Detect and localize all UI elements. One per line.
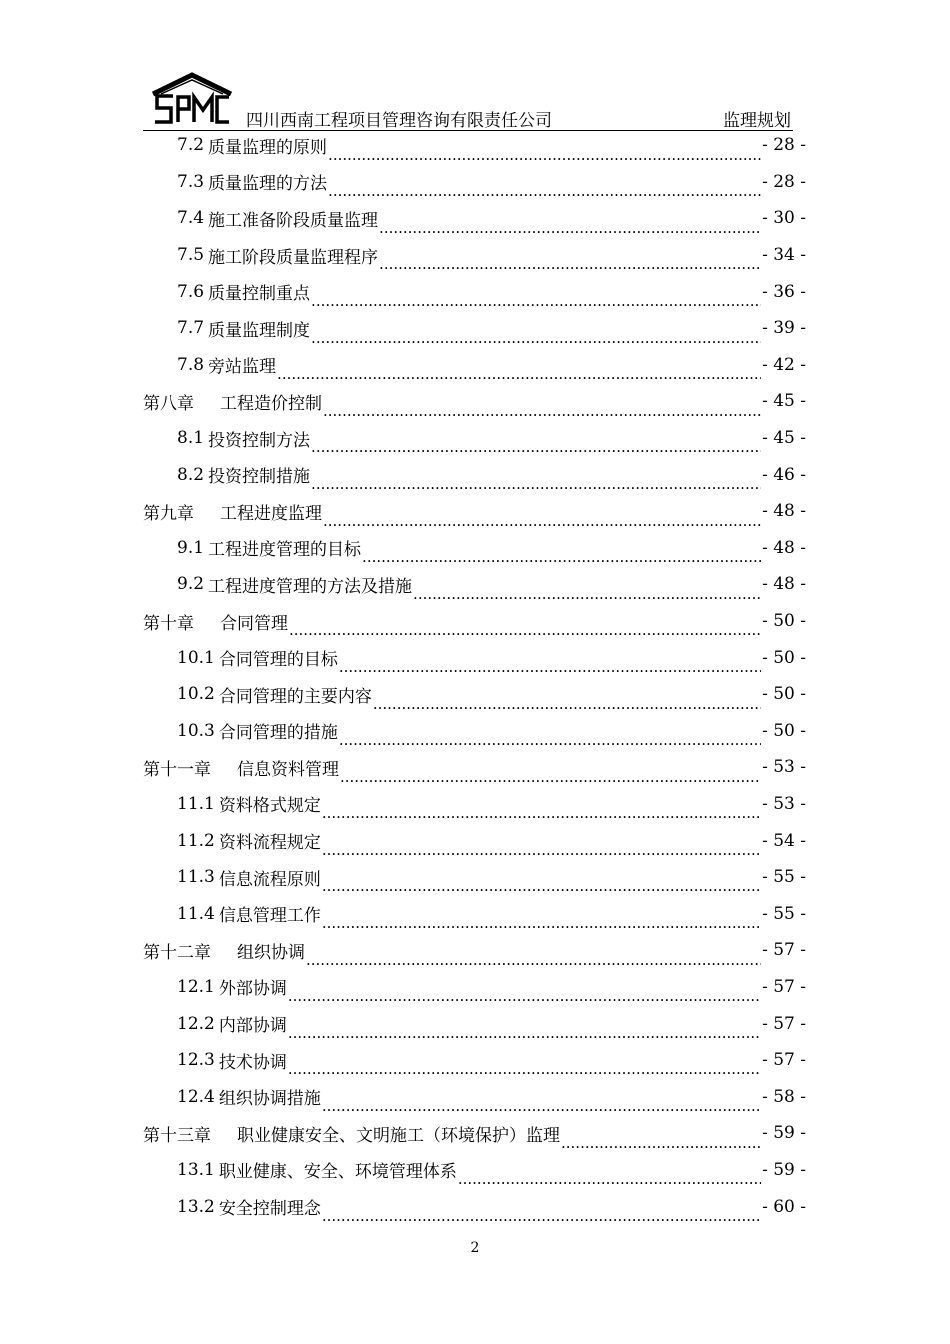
toc-entry-number: 7.8 (177, 354, 205, 375)
toc-page-number: - 34 - (762, 245, 806, 266)
toc-entry-number: 7.6 (177, 281, 205, 302)
toc-entry-title: 旁站监理 (208, 357, 277, 378)
toc-entry-number: 10.3 (177, 720, 215, 741)
toc-entry-number: 8.1 (177, 428, 205, 449)
toc-dot-leader (289, 617, 761, 639)
toc-page-number: - 59 - (762, 1123, 806, 1144)
toc-entry-title: 信息管理工作 (218, 906, 321, 927)
toc-dot-leader (328, 142, 761, 164)
page-number: 2 (470, 1240, 480, 1256)
toc-entry-title: 信息资料管理 (237, 759, 339, 780)
toc-dot-leader (339, 727, 761, 749)
toc-page-number: - 60 - (762, 1196, 806, 1217)
toc-entry-title: 质量监理的方法 (208, 174, 328, 195)
page-header (143, 70, 793, 132)
toc-page-number: - 39 - (762, 318, 806, 339)
toc-entry-number: 7.7 (177, 318, 205, 339)
toc-entry-title: 质量监理的原则 (208, 137, 328, 158)
toc-chapter-entry[interactable] (143, 932, 806, 969)
toc-section-entry[interactable] (143, 859, 806, 896)
toc-dot-leader (311, 434, 761, 456)
toc-dot-leader (458, 1166, 761, 1188)
toc-section-entry[interactable] (143, 530, 806, 567)
toc-entry-title: 投资控制方法 (208, 430, 311, 451)
toc-chapter-entry[interactable] (143, 1115, 806, 1152)
toc-dot-leader (340, 764, 761, 786)
toc-page-number: - 55 - (762, 903, 806, 924)
toc-dot-leader (277, 361, 761, 383)
toc-section-entry[interactable] (143, 1152, 806, 1189)
toc-page-number: - 58 - (762, 1086, 806, 1107)
company-logo (151, 72, 233, 126)
toc-page-number: - 45 - (762, 428, 806, 449)
toc-page-number: - 45 - (762, 391, 806, 412)
toc-entry-number: 第十章 (143, 613, 194, 634)
toc-dot-leader (322, 1093, 761, 1115)
toc-section-entry[interactable] (143, 822, 806, 859)
toc-dot-leader (322, 1203, 761, 1225)
toc-dot-leader (323, 398, 761, 420)
toc-entry-title: 合同管理的目标 (218, 650, 338, 671)
toc-page-number: - 50 - (762, 647, 806, 668)
toc-dot-leader (322, 800, 761, 822)
toc-dot-leader (561, 1130, 761, 1152)
toc-entry-number: 7.5 (177, 245, 205, 266)
toc-dot-leader (322, 910, 761, 932)
toc-section-entry[interactable] (143, 676, 806, 713)
toc-entry-number: 13.2 (177, 1196, 215, 1217)
toc-dot-leader (373, 691, 761, 713)
toc-page-number: - 48 - (762, 574, 806, 595)
toc-page-number: - 59 - (762, 1159, 806, 1180)
toc-entry-number: 11.4 (177, 903, 215, 924)
toc-page-number: - 50 - (762, 720, 806, 741)
toc-section-entry[interactable] (143, 273, 806, 310)
toc-entry-title: 合同管理的主要内容 (218, 686, 372, 707)
toc-dot-leader (413, 581, 761, 603)
toc-section-entry[interactable] (143, 164, 806, 201)
toc-entry-title: 工程进度监理 (220, 503, 322, 524)
toc-section-entry[interactable] (143, 895, 806, 932)
toc-section-entry[interactable] (143, 1042, 806, 1079)
toc-entry-number: 13.1 (177, 1159, 215, 1180)
toc-page-number: - 57 - (762, 1050, 806, 1071)
toc-entry-title: 工程进度管理的目标 (208, 540, 362, 561)
toc-dot-leader (311, 471, 761, 493)
toc-entry-title: 工程造价控制 (220, 393, 322, 414)
toc-section-entry[interactable] (143, 237, 806, 274)
toc-entry-number: 第八章 (143, 393, 194, 414)
toc-page-number: - 57 - (762, 940, 806, 961)
toc-entry-number: 11.2 (177, 830, 215, 851)
toc-dot-leader (339, 654, 761, 676)
toc-entry-title: 外部协调 (218, 979, 287, 1000)
toc-page-number: - 53 - (762, 793, 806, 814)
toc-entry-title: 施工阶段质量监理程序 (208, 247, 379, 268)
toc-chapter-entry[interactable] (143, 749, 806, 786)
toc-entry-number: 12.2 (177, 1013, 215, 1034)
toc-entry-number: 7.3 (177, 171, 205, 192)
toc-entry-number: 9.2 (177, 574, 205, 595)
toc-dot-leader (288, 1056, 761, 1078)
toc-section-entry[interactable] (143, 456, 806, 493)
toc-chapter-entry[interactable] (143, 493, 806, 530)
toc-entry-number: 9.1 (177, 537, 205, 558)
toc-section-entry[interactable] (143, 347, 806, 384)
toc-page-number: - 55 - (762, 867, 806, 888)
toc-entry-number: 8.2 (177, 464, 205, 485)
toc-dot-leader (306, 947, 761, 969)
toc-page-number: - 54 - (762, 830, 806, 851)
toc-chapter-entry[interactable] (143, 383, 806, 420)
toc-entry-number: 7.4 (177, 208, 205, 229)
toc-entry-title: 资料流程规定 (218, 833, 321, 854)
toc-section-entry[interactable] (143, 310, 806, 347)
toc-entry-number: 10.2 (177, 684, 215, 705)
toc-page-number: - 57 - (762, 976, 806, 997)
toc-page-number: - 42 - (762, 354, 806, 375)
toc-section-entry[interactable] (143, 969, 806, 1006)
toc-entry-number: 10.1 (177, 647, 215, 668)
toc-page-number: - 46 - (762, 464, 806, 485)
toc-entry-number: 12.3 (177, 1050, 215, 1071)
toc-entry-number: 11.1 (177, 793, 215, 814)
toc-dot-leader (322, 837, 761, 859)
toc-dot-leader (288, 983, 761, 1005)
toc-dot-leader (379, 215, 761, 237)
toc-section-entry[interactable] (143, 713, 806, 750)
toc-section-entry[interactable] (143, 786, 806, 823)
toc-entry-title: 职业健康安全、文明施工（环境保护）监理 (237, 1125, 560, 1146)
toc-page-number: - 50 - (762, 611, 806, 632)
toc-dot-leader (362, 544, 761, 566)
toc-section-entry[interactable] (143, 639, 806, 676)
toc-page-number: - 53 - (762, 757, 806, 778)
toc-section-entry[interactable] (143, 1078, 806, 1115)
toc-page-number: - 36 - (762, 281, 806, 302)
toc-page-number: - 48 - (762, 537, 806, 558)
toc-section-entry[interactable] (143, 420, 806, 457)
toc-entry-title: 组织协调 (237, 942, 305, 963)
toc-entry-number: 第十三章 (143, 1125, 211, 1146)
toc-entry-title: 合同管理的措施 (218, 723, 338, 744)
toc-entry-number: 11.3 (177, 867, 215, 888)
toc-dot-leader (323, 508, 761, 530)
toc-entry-title: 技术协调 (218, 1052, 287, 1073)
toc-entry-title: 内部协调 (218, 1016, 287, 1037)
toc-entry-number: 12.4 (177, 1086, 215, 1107)
header-company-name: 四川西南工程项目管理咨询有限责任公司 (246, 111, 552, 131)
toc-entry-title: 资料格式规定 (218, 796, 321, 817)
toc-page-number: - 28 - (762, 171, 806, 192)
toc-entry-title: 质量控制重点 (208, 284, 311, 305)
toc-page-number: - 28 - (762, 135, 806, 156)
toc-dot-leader (322, 873, 761, 895)
toc-entry-title: 职业健康、安全、环境管理体系 (218, 1162, 457, 1183)
toc-page-number: - 50 - (762, 684, 806, 705)
toc-chapter-entry[interactable] (143, 603, 806, 640)
toc-entry-title: 安全控制理念 (218, 1199, 321, 1220)
toc-entry-title: 合同管理 (220, 613, 288, 634)
header-document-title: 监理规划 (723, 111, 791, 131)
toc-entry-number: 12.1 (177, 976, 215, 997)
toc-section-entry[interactable] (143, 200, 806, 237)
toc-entry-number: 第九章 (143, 503, 194, 524)
table-of-contents (143, 127, 806, 1225)
toc-dot-leader (288, 1020, 761, 1042)
toc-entry-title: 施工准备阶段质量监理 (208, 210, 379, 231)
toc-page-number: - 30 - (762, 208, 806, 229)
toc-dot-leader (379, 251, 761, 273)
toc-entry-number: 第十二章 (143, 942, 211, 963)
toc-entry-number: 7.2 (177, 135, 205, 156)
toc-section-entry[interactable] (143, 1188, 806, 1225)
toc-dot-leader (311, 288, 761, 310)
toc-section-entry[interactable] (143, 127, 806, 164)
toc-page-number: - 57 - (762, 1013, 806, 1034)
toc-dot-leader (311, 325, 761, 347)
toc-entry-title: 组织协调措施 (218, 1089, 321, 1110)
toc-page-number: - 48 - (762, 501, 806, 522)
toc-section-entry[interactable] (143, 1005, 806, 1042)
toc-section-entry[interactable] (143, 566, 806, 603)
toc-entry-number: 第十一章 (143, 759, 211, 780)
toc-entry-title: 投资控制措施 (208, 467, 311, 488)
toc-entry-title: 工程进度管理的方法及措施 (208, 576, 413, 597)
toc-entry-title: 信息流程原则 (218, 869, 321, 890)
toc-entry-title: 质量监理制度 (208, 320, 311, 341)
toc-dot-leader (328, 178, 761, 200)
